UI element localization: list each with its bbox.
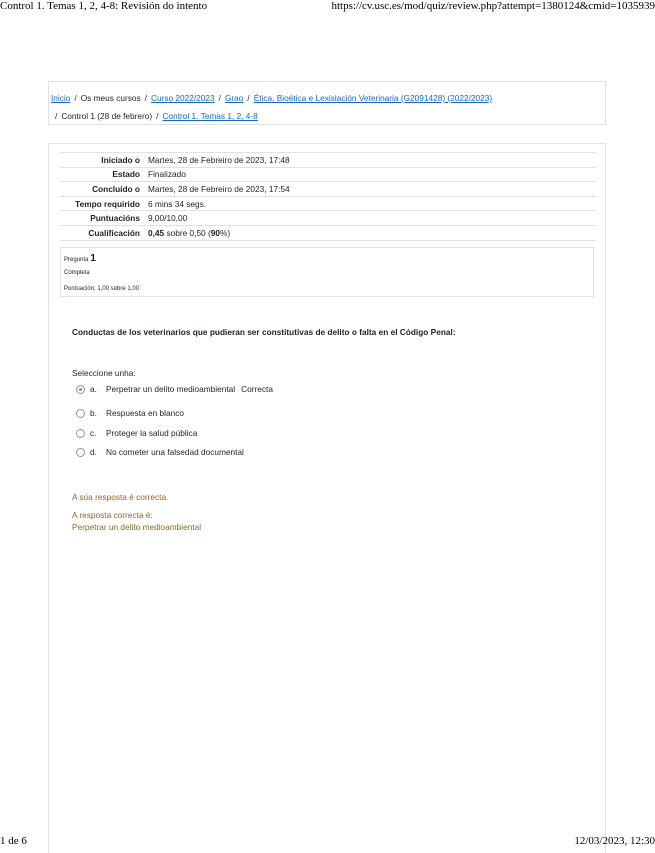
print-datetime: 12/03/2023, 12:30 (574, 835, 655, 847)
breadcrumb (48, 81, 606, 125)
summary-label: Cualificación (60, 225, 144, 240)
question-grade: Puntuación: 1,00 sobre 1,00 (64, 286, 140, 292)
breadcrumb-home-link[interactable]: Inicio (51, 93, 71, 103)
question-number-value: 1 (90, 253, 96, 264)
summary-value: Martes, 28 de Febreiro de 2023, 17:54 (144, 182, 596, 197)
answer-option-d[interactable] (72, 447, 244, 457)
breadcrumb-year-link[interactable]: Curso 2022/2023 (150, 93, 215, 103)
question-number (64, 253, 96, 264)
breadcrumb-course-link[interactable]: Ética, Bioética e Lexislación Veterinaria (G2091428) (2022/2023) (253, 93, 493, 103)
answer-letter: c. (90, 428, 97, 438)
answer-text: Respuesta en blanco (106, 408, 184, 418)
breadcrumb-separator: / (218, 93, 221, 103)
answer-text: Proteger la salud pública (106, 428, 198, 438)
question-state: Completa (64, 270, 90, 276)
print-title: Control 1. Temas 1, 2, 4-8: Revisión do intento (0, 0, 208, 12)
feedback-correct: A súa resposta é correcta. (72, 492, 169, 502)
answer-option-a[interactable] (72, 384, 273, 394)
breadcrumb-quiz-link[interactable]: Control 1. Temas 1, 2, 4-8 (162, 111, 258, 121)
summary-label: Puntuacións (60, 211, 144, 226)
summary-value: Finalizado (144, 167, 596, 182)
answer-letter: a. (90, 384, 97, 394)
breadcrumb-separator: / (55, 111, 58, 121)
radio-selected-icon[interactable] (76, 385, 85, 394)
summary-row (60, 196, 596, 211)
breadcrumb-separator: / (74, 93, 77, 103)
radio-icon[interactable] (76, 429, 85, 438)
answer-text: Perpetrar un delito medioambiental (106, 384, 236, 394)
breadcrumb-separator: / (247, 93, 250, 103)
radio-icon[interactable] (76, 448, 85, 457)
summary-row (60, 182, 596, 197)
question-text: Conductas de los veterinarios que pudieran ser constitutivas de delito o falta en el Código Penal: (72, 327, 456, 337)
attempt-summary-table (60, 152, 596, 241)
right-answer: Perpetrar un delito medioambiental (72, 522, 202, 532)
summary-row (60, 167, 596, 182)
page-counter: 1 de 6 (0, 835, 27, 847)
print-footer (0, 835, 655, 848)
answer-letter: b. (90, 408, 97, 418)
print-url: https://cv.usc.es/mod/quiz/review.php?attempt=1380124&cmid=1035939 (331, 0, 655, 12)
print-header (0, 0, 655, 14)
question-number-label: Pregunta (64, 257, 89, 263)
breadcrumb-separator: / (156, 111, 159, 121)
answer-letter: d. (90, 447, 97, 457)
summary-value: 6 mins 34 segs. (144, 196, 596, 211)
answer-text: No cometer una falsedad documental (106, 447, 244, 457)
breadcrumb-my-courses: Os meus cursos (80, 93, 141, 103)
summary-label: Estado (60, 167, 144, 182)
answer-option-b[interactable] (72, 408, 184, 418)
answer-prompt: Seleccione unha: (72, 368, 136, 378)
grade-value (144, 225, 596, 240)
summary-label: Iniciado o (60, 153, 144, 168)
summary-value: 9,00/10,00 (144, 211, 596, 226)
summary-row (60, 153, 596, 168)
answer-option-c[interactable] (72, 428, 197, 438)
summary-label: Concluído o (60, 182, 144, 197)
summary-label: Tempo requirido (60, 196, 144, 211)
breadcrumb-degree-link[interactable]: Grao (224, 93, 244, 103)
grade-end: %) (219, 227, 231, 238)
question-info-box (60, 247, 594, 297)
radio-icon[interactable] (76, 409, 85, 418)
breadcrumb-section: Control 1 (28 de febrero) (61, 111, 153, 121)
correct-indicator: Correcta (241, 384, 273, 394)
summary-row (60, 211, 596, 226)
breadcrumb-separator: / (144, 93, 147, 103)
grade-middle: sobre 0,50 ( (164, 227, 211, 238)
summary-value: Martes, 28 de Febreiro de 2023, 17:48 (144, 153, 596, 168)
grade-score: 0,45 (148, 227, 165, 238)
right-answer-label: A resposta correcta é: (72, 510, 153, 520)
grade-percent: 90 (210, 227, 220, 238)
summary-row (60, 225, 596, 240)
